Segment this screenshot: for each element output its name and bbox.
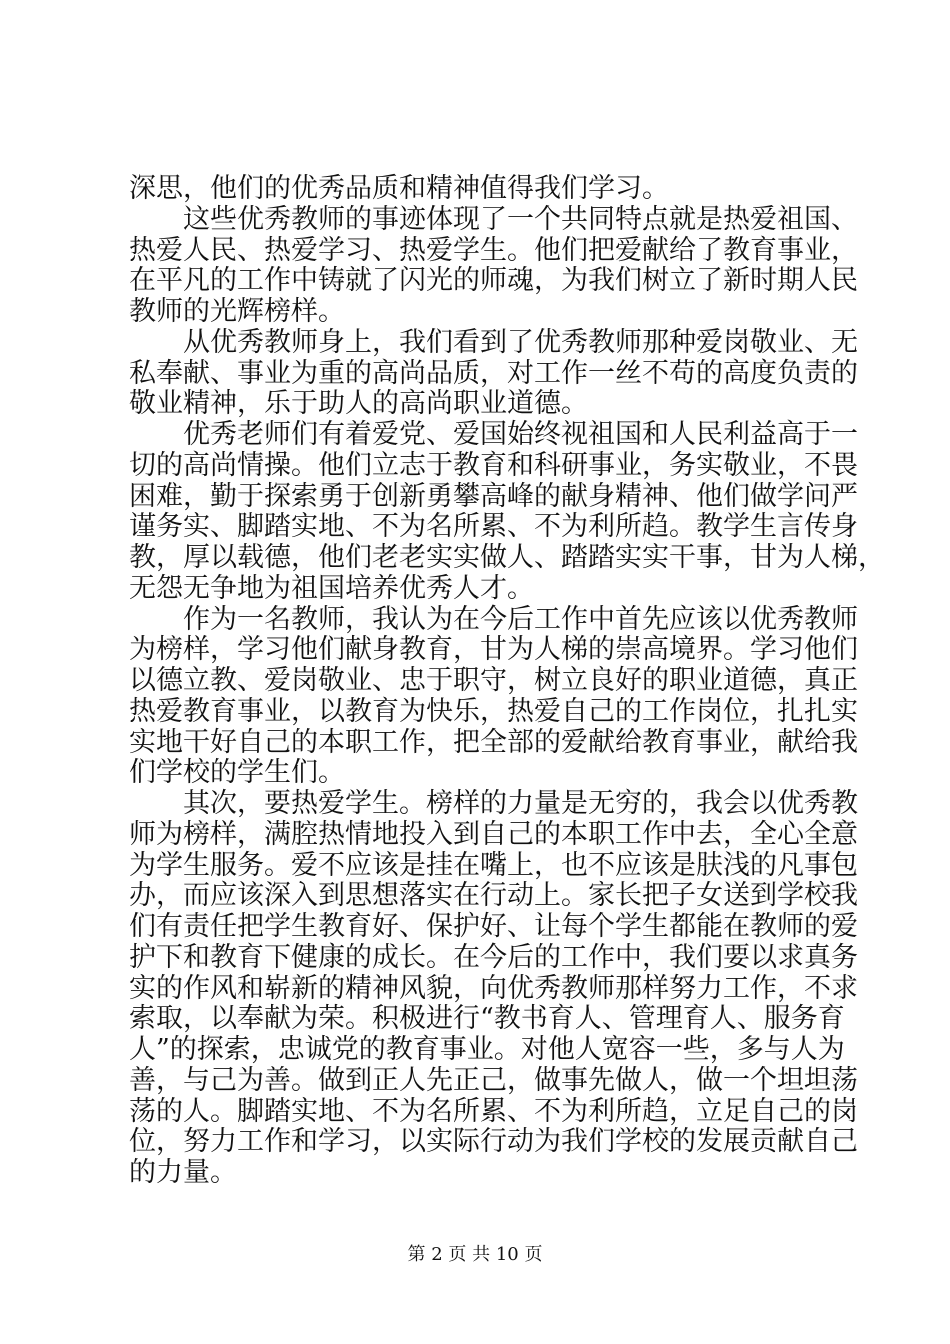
text-line: 在平凡的工作中铸就了闪光的师魂，为我们树立了新时期人民 (129, 265, 858, 297)
text-line: 荡的人。脚踏实地、不为名所累、不为利所趋，立足自己的岗 (129, 1095, 858, 1127)
text-line: 实地干好自己的本职工作，把全部的爱献给教育事业，献给我 (129, 726, 858, 758)
paragraph-first-line: 这些优秀教师的事迹体现了一个共同特点就是热爱祖国、 (183, 203, 858, 235)
text-line: 们有责任把学生教育好、保护好、让每个学生都能在教师的爱 (129, 911, 858, 942)
paragraph-first-line: 其次，要热爱学生。榜样的力量是无穷的，我会以优秀教 (183, 788, 858, 819)
text-line: 护下和教育下健康的成长。在今后的工作中，我们要以求真务 (129, 941, 858, 973)
text-line: 索取，以奉献为荣。积极进行“教书育人、管理育人、服务育 (129, 1003, 845, 1035)
text-line: 困难，勤于探索勇于创新勇攀高峰的献身精神、他们做学问严 (129, 480, 858, 512)
text-line: 办，而应该深入到思想落实在行动上。家长把子女送到学校我 (129, 880, 858, 912)
text-line: 的力量。 (129, 1157, 237, 1188)
text-line: 私奉献、事业为重的高尚品质，对工作一丝不苟的高度负责的 (129, 357, 858, 389)
text-line: 们学校的学生们。 (129, 757, 345, 789)
text-line: 人”的探索，忠诚党的教育事业。对他人宽容一些，多与人为 (129, 1034, 845, 1065)
text-line: 敬业精神，乐于助人的高尚职业道德。 (129, 388, 588, 420)
text-line: 无怨无争地为祖国培养优秀人才。 (129, 572, 534, 604)
text-line: 位，努力工作和学习，以实际行动为我们学校的发展贡献自己 (129, 1126, 858, 1158)
text-line: 善，与己为善。做到正人先正己，做事先做人，做一个坦坦荡 (129, 1064, 858, 1096)
page-number-footer: 第 2 页 共 10 页 (407, 1244, 543, 1265)
text-line: 热爱教育事业，以教育为快乐，热爱自己的工作岗位，扎扎实 (129, 695, 858, 727)
text-line: 谨务实、脚踏实地、不为名所累、不为利所趋。教学生言传身 (129, 511, 858, 543)
text-line: 教，厚以载德，他们老老实实做人、踏踏实实干事，甘为人梯， (129, 542, 885, 573)
paragraph-first-line: 从优秀教师身上，我们看到了优秀教师那种爱岗敬业、无 (183, 326, 858, 358)
text-line: 热爱人民、热爱学习、热爱学生。他们把爱献给了教育事业， (129, 234, 858, 266)
text-line: 深思，他们的优秀品质和精神值得我们学习。 (129, 173, 669, 204)
text-line: 以德立教、爱岗敬业、忠于职守，树立良好的职业道德，真正 (129, 665, 858, 696)
paragraph-first-line: 作为一名教师，我认为在今后工作中首先应该以优秀教师 (183, 603, 858, 635)
text-line: 师为榜样，满腔热情地投入到自己的本职工作中去，全心全意 (129, 818, 858, 850)
document-body (129, 173, 885, 1189)
text-line: 为榜样，学习他们献身教育，甘为人梯的崇高境界。学习他们 (129, 634, 858, 666)
text-line: 为学生服务。爱不应该是挂在嘴上，也不应该是肤浅的凡事包 (129, 849, 858, 881)
text-line: 切的高尚情操。他们立志于教育和科研事业，务实敬业，不畏 (129, 449, 858, 481)
text-line: 教师的光辉榜样。 (129, 296, 345, 327)
text-line: 实的作风和崭新的精神风貌，向优秀教师那样努力工作，不求 (129, 972, 858, 1004)
paragraph-first-line: 优秀老师们有着爱党、爱国始终视祖国和人民利益高于一 (183, 419, 858, 450)
